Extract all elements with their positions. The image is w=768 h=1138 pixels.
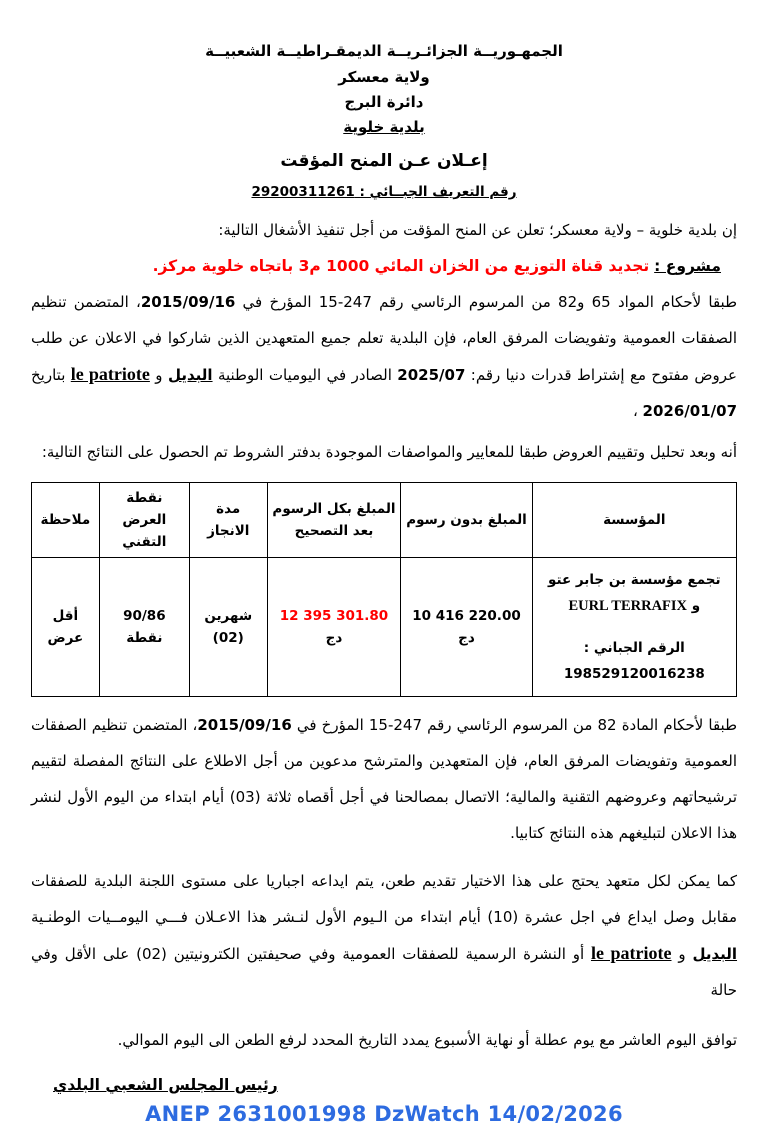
company-partner [536, 593, 733, 619]
header-amount-no-tax: المبلغ بدون رسوم [401, 483, 532, 558]
company-tax-label: الرقم الجباني : [583, 640, 685, 656]
tax-id-value: 29200311261 [251, 184, 355, 200]
project-line [31, 248, 737, 284]
text-segment: بتاريخ [31, 366, 71, 384]
newspaper-1: البديل [692, 945, 738, 963]
company-tax-number: 198529120016238 [563, 666, 705, 682]
paragraph-appeal-extension: توافق اليوم العاشر مع يوم عطلة أو نهاية الأسبوع يمدد التاريخ المحدد لرفع الطعن الى اليوم الموالي. [117, 1031, 737, 1049]
announcement-title: إعـلان عـن المنح المؤقت [280, 151, 488, 171]
text-segment: كما يمكن لكل متعهد يحتج على هذا الاختيار تقديم طعن، يتم ايداعه اجباريا على مستوى اللجنة البلدية للصفقات مقابل وصل ايداع في اجل عشرة (10) أيام ابتداء من الـيوم الأول لنـشر هذا الاعـلان فـــي اليومــيات الوطنـية [31, 872, 737, 926]
duration-cell [189, 558, 267, 697]
publication-date: 2026/01/07 [642, 402, 737, 420]
header-duration: مدة الانجاز [189, 483, 267, 558]
table-header-row [32, 483, 737, 558]
text-segment: الصادر في اليوميات الوطنية [212, 366, 398, 384]
republic-line: الجمهـوريــة الجزائـريــة الديمقـراطيــة الشعبيــة [205, 42, 563, 60]
announcement-number: 2025/07 [397, 366, 466, 384]
header-tech-score: نقطة العرض التقني [99, 483, 189, 558]
duration-word: شهرين [204, 608, 253, 624]
decree-date: 2015/09/16 [197, 716, 292, 734]
amount-with-tax-cell [267, 558, 401, 697]
header-block [31, 38, 737, 204]
text-segment: المؤرخ في [235, 293, 319, 311]
header-company: المؤسسة [532, 483, 736, 558]
newspaper-1: البديل [167, 366, 213, 384]
tax-id-label: رقم التعريف الجبــائي : [359, 184, 517, 200]
company-cell [532, 558, 736, 697]
decree-date: 2015/09/16 [140, 293, 236, 311]
text-segment: ، المتضمن تنظيم الصفقات العمومية وتفويضات المرفق العام، فإن المتعهدين والمترشح مدعوين من أجل الاطلاع على النتائج المفصلة لتقييم ترشيحاتهم وعروضهم التقنية والمالية؛ الاتصال بمصالحنا في أجل أقصاه ثلاثة (03) أيام ابتداء من اليوم الأول لنشر هذا الاعلان لتبليغهم هذه النتائج كتابيا. [31, 716, 737, 842]
text-segment: المؤرخ في [291, 716, 369, 734]
paragraph-appeal [31, 863, 737, 1008]
paragraph-legal-2 [31, 707, 737, 851]
tech-score-cell [99, 558, 189, 697]
project-label: مشروع : [654, 257, 721, 275]
amount-no-tax-value: 10 416 220.00 [412, 608, 521, 624]
conjunction: و [691, 598, 701, 614]
newspaper-2: le patriote [590, 943, 672, 963]
tech-score-value: 90/86 [123, 608, 166, 624]
duration-number: (02) [212, 630, 244, 646]
intro-line: إن بلدية خلوية – ولاية معسكر؛ تعلن عن المنح المؤقت من أجل تنفيذ الأشغال التالية: [218, 221, 737, 239]
newspaper-2: le patriote [70, 364, 150, 384]
note-cell: أقل عرض [32, 558, 100, 697]
text-segment: و [149, 366, 168, 384]
header-amount-with-tax: المبلغ بكل الرسوم بعد التصحيح [267, 483, 401, 558]
currency-label: دج [458, 630, 475, 646]
paragraph-legal-1 [31, 284, 737, 429]
tax-id-line [31, 180, 737, 204]
commune-line: بلدية خلوية [343, 118, 425, 136]
results-table [31, 482, 737, 697]
project-title: تجديد قناة التوزيع من الخزان المائي 1000 م3 باتجاه خلوية مركز. [152, 257, 650, 275]
daira-line: دائرة البرج [344, 93, 424, 111]
decree-number: 15-247 [368, 716, 422, 734]
company-partner-name: EURL TERRAFIX [568, 598, 688, 614]
decree-number: 15-247 [318, 293, 372, 311]
wilaya-line: ولاية معسكر [338, 68, 430, 86]
anep-footer: ANEP 2631001998 DzWatch 14/02/2026 [145, 1102, 623, 1126]
signature-title: رئيس المجلس الشعبي البلدي [53, 1076, 278, 1094]
company-name: تجمع مؤسسة بن جابر عتو [547, 572, 721, 588]
text-segment: أو النشرة الرسمية للصفقات العمومية وفي صحيفتين الكترونيتين (02) على الأقل وفي حالة [31, 945, 737, 999]
text-segment: طبقا لأحكام المواد 65 و82 من المرسوم الرئاسي رقم [371, 293, 738, 311]
text-segment: ، المتضمن تنظيم الصفقات العمومية وتفويضات المرفق العام، فإن البلدية تعلم جميع المتعهدين الذين شاركوا في الاعلان عن طلب عروض مفتوح مع إشتراط قدرات دنيا رقم: [31, 293, 737, 384]
text-segment: طبقا لأحكام المادة 82 من المرسوم الرئاسي رقم [422, 716, 738, 734]
text-segment: ، [632, 402, 643, 420]
paragraph-results: أنه وبعد تحليل وتقييم العروض طبقا للمعايير والمواصفات الموجودة بدفتر الشروط تم الحصول على النتائج التالية: [41, 443, 737, 461]
table-row [32, 558, 737, 697]
header-note: ملاحظة [32, 483, 100, 558]
text-segment: و [671, 945, 693, 963]
amount-with-tax-value: 12 395 301.80 [279, 608, 389, 624]
amount-no-tax-cell [401, 558, 532, 697]
currency-label: دج [325, 630, 343, 646]
tech-score-unit: نقطة [126, 630, 163, 646]
